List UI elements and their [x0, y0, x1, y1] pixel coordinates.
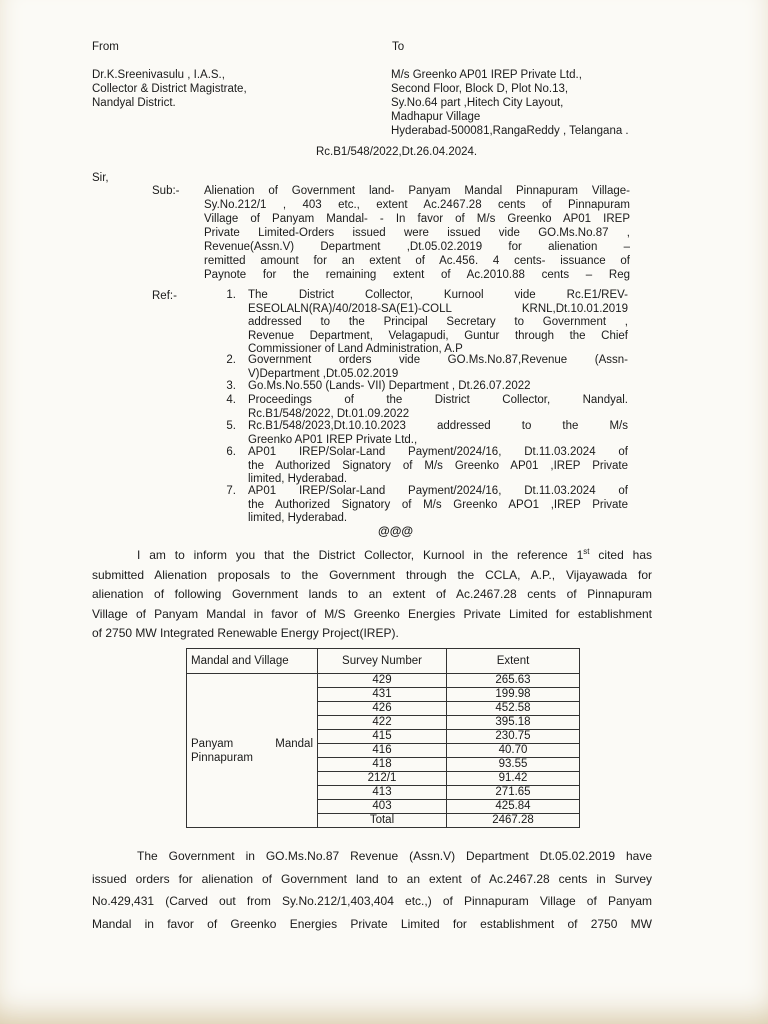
reference-line: Greenko AP01 IREP Private Ltd.,	[248, 433, 418, 446]
sender-block	[92, 68, 247, 110]
paragraph-line: submitted Alienation proposals to the Government through the CCLA, A.P., Vijayawada for	[92, 567, 652, 582]
extent-cell: 91.42	[447, 772, 580, 786]
extent-cell: 265.63	[447, 674, 580, 688]
table-header: Extent	[447, 649, 580, 674]
reference-number-2: 2.	[226, 354, 236, 366]
subject-label: Sub:-	[152, 185, 180, 197]
subject-line: Revenue(Assn.V) Department ,Dt.05.02.2019 for alienation –	[204, 241, 630, 253]
reference-line: Go.Ms.No.550 (Lands- VII) Department , Dt.26.07.2022	[248, 380, 531, 392]
sender-line: Nandyal District.	[92, 97, 176, 109]
subject-line: remitted amount for an extent of Ac.456. 4 cents- issuance of	[204, 255, 630, 267]
paragraph-line: alienation of following Government lands to an extent of Ac.2467.28 cents of Pinnapuram	[92, 587, 652, 601]
paragraph-2	[92, 845, 652, 935]
survey-cell: 429	[318, 674, 447, 688]
separator-symbols: @@@	[378, 524, 414, 538]
reference-line: limited, Hyderabad.	[248, 473, 348, 486]
reference-line: Rc.B1/548/2022, Dt.01.09.2022	[248, 407, 410, 420]
subject-line: Sy.No.212/1 , 403 etc., extent Ac.2467.28 cents of Pinnapuram	[204, 199, 630, 211]
survey-cell: 212/1	[318, 772, 447, 786]
reference-line: AP01 IREP/Solar-Land Payment/2024/16, Dt.11.03.2024 of	[248, 485, 628, 497]
recipient-block	[391, 68, 629, 138]
recipient-line: Hyderabad-500081,RangaReddy , Telangana .	[391, 125, 629, 137]
paragraph-line: Village of Panyam Mandal in favor of M/S Greenko Energies Private Limited for establishment	[92, 606, 652, 621]
paragraph-line: issued orders for alienation of Government land to an extent of Ac.2467.28 cents in Survey	[92, 871, 652, 886]
reference-item-6	[248, 446, 628, 487]
extent-cell: 93.55	[447, 758, 580, 772]
reference-line: AP01 IREP/Solar-Land Payment/2024/16, Dt.11.03.2024 of	[248, 446, 628, 458]
total-value: 2467.28	[447, 814, 580, 828]
extent-cell: 199.98	[447, 688, 580, 702]
subject-line: Paynote for the remaining extent of Ac.2010.88 cents – Reg	[204, 269, 630, 281]
reference-line: the Authorized Signatory of M/s Greenko AP01 ,IREP Private	[248, 459, 628, 472]
extent-cell: 452.58	[447, 702, 580, 716]
paragraph-text: I am to inform you that the District Collector, Kurnool in the reference 1	[137, 548, 584, 562]
mandal-line	[191, 737, 313, 751]
reference-line: addressed to the Principal Secretary to Government ,	[248, 316, 628, 329]
survey-cell: 415	[318, 730, 447, 744]
reference-number-6: 6.	[226, 446, 236, 458]
reference-item-3	[248, 380, 628, 394]
extent-cell: 395.18	[447, 716, 580, 730]
superscript: st	[583, 547, 590, 556]
paragraph-text: cited has	[589, 548, 652, 562]
extent-cell: 271.65	[447, 786, 580, 800]
subject-line: Alienation of Government land- Panyam Mandal Pinnapuram Village-	[204, 185, 630, 197]
from-label: From	[92, 41, 119, 53]
extent-cell: 425.84	[447, 800, 580, 814]
survey-cell: 426	[318, 702, 447, 716]
paragraph-line: The Government in GO.Ms.No.87 Revenue (Assn.V) Department Dt.05.02.2019 have	[137, 849, 652, 863]
mandal-name: Panyam	[191, 737, 234, 750]
reference-line: V)Department ,Dt.05.02.2019	[248, 367, 399, 380]
paragraph-1-line-1	[92, 546, 652, 566]
paragraph-1	[92, 546, 652, 644]
extent-cell: 40.70	[447, 744, 580, 758]
sender-line: Collector & District Magistrate,	[92, 83, 247, 95]
to-label: To	[392, 41, 405, 53]
sender-line: Dr.K.Sreenivasulu , I.A.S.,	[92, 69, 225, 81]
reference-number-3: 3.	[226, 380, 236, 392]
reference-number-1: 1.	[226, 289, 236, 301]
reference-number-7: 7.	[226, 485, 236, 497]
survey-cell: 418	[318, 758, 447, 772]
survey-cell: 403	[318, 800, 447, 814]
reference-line: limited, Hyderabad.	[248, 512, 348, 525]
table-header-row	[187, 649, 580, 674]
reference-line: the Authorized Signatory of M/s Greenko APO1 ,IREP Private	[248, 498, 628, 511]
survey-cell: 416	[318, 744, 447, 758]
reference-item-4	[248, 394, 628, 421]
reference-item-1	[248, 289, 628, 357]
reference-line: Rc.B1/548/2023,Dt.10.10.2023 addressed to the M/s	[248, 420, 628, 432]
mandal-village-cell	[187, 674, 318, 828]
recipient-line: Sy.No.64 part ,Hitech City Layout,	[391, 97, 564, 109]
table-header: Survey Number	[318, 649, 447, 674]
reference-item-5	[248, 420, 628, 447]
recipient-line: M/s Greenko AP01 IREP Private Ltd.,	[391, 69, 582, 81]
extent-cell: 230.75	[447, 730, 580, 744]
paragraph-line: of 2750 MW Integrated Renewable Energy Project(IREP).	[92, 626, 399, 640]
reference-line: Proceedings of the District Collector, Nandyal.	[248, 394, 628, 406]
survey-cell: 413	[318, 786, 447, 800]
references-label: Ref:-	[152, 290, 177, 302]
reference-item-2	[248, 354, 628, 381]
reference-number-5: 5.	[226, 420, 236, 432]
survey-extent-table	[186, 648, 580, 828]
subject-line: Private Limited-Orders issued were issued vide GO.Ms.No.87 ,	[204, 227, 630, 239]
total-label: Total	[318, 814, 447, 828]
reference-item-7	[248, 485, 628, 526]
table-row	[187, 674, 580, 688]
reference-line: Government orders vide GO.Ms.No.87,Revenue (Assn-	[248, 354, 628, 366]
reference-number-4: 4.	[226, 394, 236, 406]
survey-cell: 431	[318, 688, 447, 702]
recipient-line: Madhapur Village	[391, 111, 481, 123]
reference-line: The District Collector, Kurnool vide Rc.E1/REV-	[248, 289, 628, 301]
subject-text	[204, 184, 630, 282]
subject-line: Village of Panyam Mandal- - In favor of M/s Greenko AP01 IREP	[204, 213, 630, 225]
reference-line: ESEOLALN(RA)/40/2018-SA(E1)-COLL KRNL,Dt.10.01.2019	[248, 302, 628, 315]
reference-line: Commissioner of Land Administration, A.P	[248, 343, 463, 356]
reference-line: Revenue Department, Velagapudi, Guntur through the Chief	[248, 329, 628, 342]
paragraph-line: Mandal in favor of Greenko Energies Private Limited for establishment of 2750 MW	[92, 916, 652, 931]
recipient-line: Second Floor, Block D, Plot No.13,	[391, 83, 569, 95]
reference-number: Rc.B1/548/2022,Dt.26.04.2024.	[316, 146, 478, 158]
mandal-word: Mandal	[275, 737, 313, 750]
salutation: Sir,	[92, 172, 109, 184]
survey-cell: 422	[318, 716, 447, 730]
paragraph-line: No.429,431 (Carved out from Sy.No.212/1,403,404 etc.,) of Pinnapuram Village of Panyam	[92, 894, 652, 908]
table-header: Mandal and Village	[187, 649, 318, 674]
village-name: Pinnapuram	[191, 751, 254, 764]
